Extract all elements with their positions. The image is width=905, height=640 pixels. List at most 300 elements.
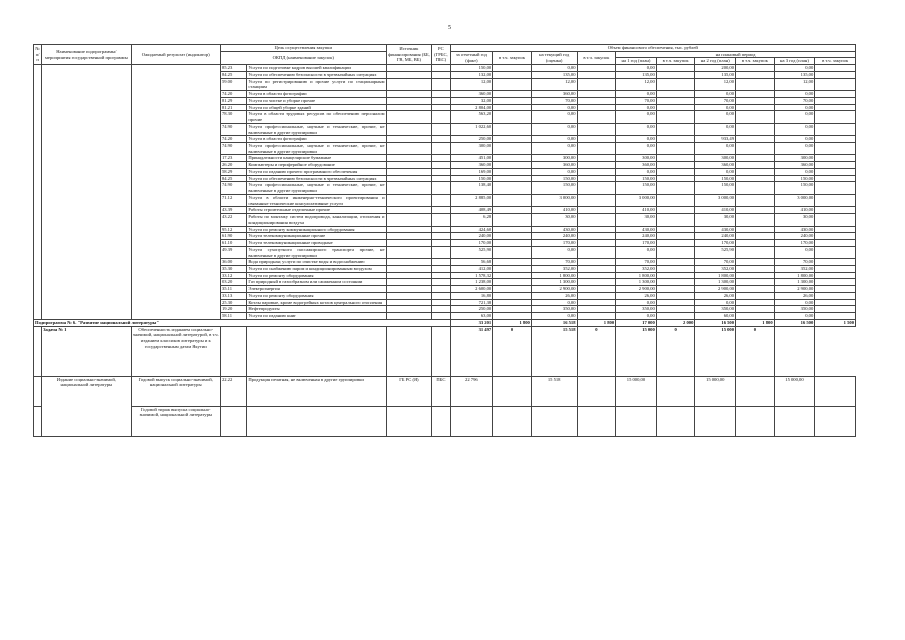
subprogram-title: Подпрограмма № 6. "Развитие национальной литературы": [34, 319, 451, 326]
table-row: [34, 162, 856, 169]
okpd-code: 35.30: [220, 265, 246, 272]
value-cell: 150,00: [695, 182, 736, 194]
value-cell: 200,00: [695, 65, 736, 72]
value-cell: 300,00: [695, 155, 736, 162]
value-cell: [656, 279, 695, 286]
sub-v5: 2 000: [656, 319, 695, 326]
okpd-code: 84.25: [220, 71, 246, 78]
task-v2: 15 518: [531, 326, 577, 376]
value-cell: 1 300,00: [774, 279, 815, 286]
table-row: [34, 240, 856, 247]
value-cell: 1 800,00: [774, 272, 815, 279]
value-cell: 150,00: [616, 182, 657, 194]
value-cell: [656, 168, 695, 175]
value-cell: [577, 259, 616, 266]
value-cell: 0,00: [774, 313, 815, 320]
value-cell: [736, 182, 775, 194]
value-cell: 0,00: [695, 143, 736, 155]
okpd-code: 26.20: [220, 162, 246, 169]
value-cell: 12,00: [695, 78, 736, 90]
value-cell: [656, 272, 695, 279]
value-cell: 410,00: [531, 207, 577, 214]
table-row: [34, 182, 856, 194]
table-row: [34, 136, 856, 143]
hdr-current: на текущий год (оценка): [531, 51, 577, 64]
table-row: [34, 214, 856, 226]
hdr-incl5: в т.ч. закупок: [815, 58, 856, 65]
value-cell: 0,00: [531, 136, 577, 143]
value-cell: [736, 91, 775, 98]
value-cell: 26,00: [531, 292, 577, 299]
value-cell: 250,00: [450, 136, 493, 143]
value-cell: [736, 246, 775, 258]
value-cell: 1 022,60: [450, 123, 493, 135]
value-cell: 430,00: [695, 226, 736, 233]
table-row: [34, 91, 856, 98]
table-row: [34, 299, 856, 306]
value-cell: 56,68: [450, 259, 493, 266]
event-fact: 22 796: [450, 376, 493, 406]
value-cell: 408,49: [450, 207, 493, 214]
table-row: [34, 259, 856, 266]
value-cell: 933,49: [695, 136, 736, 143]
okpd-name: Услуги в области фотографии: [247, 91, 386, 98]
value-cell: [736, 65, 775, 72]
okpd-name: Принадлежности канцелярские бумажные: [247, 155, 386, 162]
hdr-incl3: в т.ч. закупок: [656, 58, 695, 65]
value-cell: 150,00: [774, 182, 815, 194]
event-y2: 15 000,00: [695, 376, 736, 406]
value-cell: 563,20: [450, 111, 493, 123]
value-cell: 150,00: [695, 175, 736, 182]
value-cell: 360,00: [531, 91, 577, 98]
value-cell: [736, 194, 775, 206]
hdr-okpd: ОКПД (наименование закупок): [220, 51, 386, 64]
value-cell: 70,00: [774, 97, 815, 104]
value-cell: 2 900,00: [695, 286, 736, 293]
value-cell: 3 000,00: [531, 194, 577, 206]
task-v5: 0: [656, 326, 695, 376]
table-row: [34, 71, 856, 78]
value-cell: [493, 71, 532, 78]
value-cell: 352,00: [774, 265, 815, 272]
okpd-name: Услуги по чистке и уборке прочие: [247, 97, 386, 104]
value-cell: 1 300,00: [531, 279, 577, 286]
value-cell: [493, 286, 532, 293]
value-cell: 360,00: [774, 162, 815, 169]
value-cell: [577, 65, 616, 72]
okpd-name: Услуги по ремонту коммуникационного оборудования: [247, 226, 386, 233]
value-cell: [736, 286, 775, 293]
value-cell: 240,00: [774, 233, 815, 240]
value-cell: 135,00: [531, 71, 577, 78]
value-cell: [493, 155, 532, 162]
value-cell: [577, 175, 616, 182]
value-cell: 0,00: [531, 168, 577, 175]
value-cell: [493, 143, 532, 155]
value-cell: 0,00: [695, 111, 736, 123]
value-cell: 300,00: [531, 155, 577, 162]
hdr-y2: на 2 год (план): [695, 58, 736, 65]
event-row: [34, 376, 856, 406]
value-cell: [493, 246, 532, 258]
value-cell: [493, 265, 532, 272]
value-cell: 150,00: [531, 175, 577, 182]
value-cell: [736, 71, 775, 78]
table-row: [34, 306, 856, 313]
value-cell: 32,00: [450, 97, 493, 104]
sub-v4: 17 000: [616, 319, 657, 326]
okpd-name: Услуги профессиональные, научные и технические, прочие, не включенные в другие группировки: [248, 123, 385, 135]
value-cell: 150,00: [450, 175, 493, 182]
okpd-code: 17.23: [220, 155, 246, 162]
value-cell: 0,00: [774, 111, 815, 123]
hdr-incl2: в т.ч. закупок: [577, 51, 616, 64]
value-cell: 0,00: [531, 123, 577, 135]
okpd-name: Газ природный в газообразном или сжиженном состоянии: [247, 279, 386, 286]
value-cell: 0,00: [774, 65, 815, 72]
value-cell: 150,00: [616, 175, 657, 182]
event-current: 15 518: [531, 376, 577, 406]
value-cell: [656, 175, 695, 182]
value-cell: 1 800,00: [531, 272, 577, 279]
value-cell: [493, 207, 532, 214]
value-cell: [577, 136, 616, 143]
value-cell: 410,00: [616, 207, 657, 214]
value-cell: [577, 265, 616, 272]
value-cell: 12,00: [616, 78, 657, 90]
value-cell: [493, 259, 532, 266]
value-cell: 525,90: [695, 246, 736, 258]
value-cell: [656, 104, 695, 111]
value-cell: 12,00: [531, 78, 577, 90]
value-cell: 0,00: [695, 104, 736, 111]
event-source: ГБ РС (Я): [386, 376, 432, 406]
value-cell: 250,00: [450, 306, 493, 313]
value-cell: [736, 240, 775, 247]
sub-v0: 33 201: [450, 319, 493, 326]
value-cell: [656, 265, 695, 272]
value-cell: [493, 104, 532, 111]
okpd-name: Услуги по изданию прочего программного обеспечения: [247, 168, 386, 175]
okpd-name: Услуги телекоммуникационные проводные: [247, 240, 386, 247]
value-cell: 150,00: [531, 182, 577, 194]
hdr-source: Источник финансирования (ББ, ГВ, МБ, ВБ): [386, 45, 432, 65]
table-row: [34, 226, 856, 233]
table-row: [34, 265, 856, 272]
value-cell: 60,00: [695, 313, 736, 320]
value-cell: [656, 306, 695, 313]
value-cell: 30,00: [616, 214, 657, 226]
value-cell: [656, 143, 695, 155]
okpd-code: 59.00: [220, 78, 246, 90]
event-rs: ПБС: [432, 376, 450, 406]
okpd-code: 35.11: [220, 286, 246, 293]
value-cell: 170,00: [450, 240, 493, 247]
table-row: [34, 279, 856, 286]
page-number: 5: [448, 25, 451, 31]
table-row: [34, 272, 856, 279]
value-cell: [493, 111, 532, 123]
task-title: Задача № 1: [42, 326, 131, 376]
value-cell: 0,00: [774, 104, 815, 111]
value-cell: 70,00: [695, 259, 736, 266]
sub-v2: 16 518: [531, 319, 577, 326]
value-cell: 410,00: [774, 207, 815, 214]
value-cell: 0,00: [616, 91, 657, 98]
value-cell: [656, 207, 695, 214]
value-cell: [577, 286, 616, 293]
hdr-subprogram: Наименование подпрограммы/ мероприятия государственной программы: [42, 45, 131, 65]
okpd-code: 58.11: [220, 313, 246, 320]
task-v6: 15 000: [695, 326, 736, 376]
value-cell: 2 885,00: [450, 194, 493, 206]
value-cell: [736, 143, 775, 155]
value-cell: [577, 78, 616, 90]
value-cell: [736, 78, 775, 90]
value-cell: 360,00: [616, 162, 657, 169]
value-cell: [736, 162, 775, 169]
value-cell: 1 300,00: [616, 279, 657, 286]
value-cell: 240,00: [450, 233, 493, 240]
value-cell: 0,00: [774, 123, 815, 135]
value-cell: 430,00: [616, 226, 657, 233]
value-cell: [736, 207, 775, 214]
value-cell: 170,00: [774, 240, 815, 247]
value-cell: 6,28: [450, 214, 493, 226]
value-cell: 721,38: [450, 299, 493, 306]
value-cell: 70,00: [531, 97, 577, 104]
value-cell: [493, 78, 532, 90]
value-cell: 352,00: [531, 265, 577, 272]
value-cell: [656, 91, 695, 98]
value-cell: [736, 313, 775, 320]
okpd-name: Услуги в области инженерно-технического проектирования и связанные технические консультативные услуги: [248, 194, 385, 206]
okpd-code: 33.13: [220, 292, 246, 299]
budget-table: [33, 44, 856, 437]
value-cell: [493, 182, 532, 194]
value-cell: 0,00: [774, 246, 815, 258]
value-cell: [493, 168, 532, 175]
value-cell: [656, 65, 695, 72]
okpd-name: Услуги по ремонту оборудования: [247, 292, 386, 299]
value-cell: [493, 292, 532, 299]
okpd-name: Нефтепродукты: [247, 306, 386, 313]
value-cell: [736, 272, 775, 279]
event-result-1: Годовой выпуск социально-значимой, национальной литературы: [131, 376, 220, 406]
value-cell: 0,00: [616, 143, 657, 155]
value-cell: [577, 214, 616, 226]
value-cell: [577, 272, 616, 279]
task-v3: 0: [577, 326, 616, 376]
value-cell: [736, 233, 775, 240]
value-cell: 300,00: [774, 155, 815, 162]
event-result-2: Годовой тираж выпуска социально-значимой, национальной литературы: [131, 406, 220, 436]
value-cell: [736, 175, 775, 182]
value-cell: [736, 214, 775, 226]
value-cell: [656, 111, 695, 123]
table-row: [34, 65, 856, 72]
value-cell: 350,00: [774, 306, 815, 313]
okpd-code: 61.90: [220, 233, 246, 240]
value-cell: [493, 175, 532, 182]
okpd-name: Услуги в области трудовых ресурсов по обеспечению персоналом прочие: [248, 111, 385, 123]
task-row: [34, 326, 856, 376]
okpd-name: Услуги по регистрированию и прочие услуги по стационарным станциям: [248, 78, 385, 90]
value-cell: 350,00: [531, 306, 577, 313]
value-cell: [577, 313, 616, 320]
value-cell: [493, 233, 532, 240]
value-cell: [577, 155, 616, 162]
value-cell: [656, 123, 695, 135]
hdr-purpose: Цель осуществления закупки: [220, 45, 386, 52]
task-result: Обеспеченность изданием социально-значимой, национальной литературой, в т.ч. изданием классиков литературы и к государственным датам Якутии: [131, 326, 220, 376]
value-cell: 0,00: [616, 65, 657, 72]
value-cell: 360,00: [450, 162, 493, 169]
table-row: [34, 292, 856, 299]
value-cell: [493, 240, 532, 247]
value-cell: 0,00: [616, 104, 657, 111]
okpd-name: Котлы паровые, кроме водогрейных котлов центрального отопления: [247, 299, 386, 306]
value-cell: 430,00: [774, 226, 815, 233]
subprogram-row: [34, 319, 856, 326]
hdr-result: Ожидаемый результат (индикатор): [131, 45, 220, 65]
value-cell: 170,00: [616, 240, 657, 247]
value-cell: 12,00: [774, 78, 815, 90]
hdr-y3: на 3 год (план): [774, 58, 815, 65]
value-cell: 169,00: [450, 168, 493, 175]
okpd-name: Услуги по обеспечению безопасности в чрезвычайных ситуациях: [247, 71, 386, 78]
value-cell: [656, 97, 695, 104]
value-cell: [736, 292, 775, 299]
table-row: [34, 123, 856, 135]
value-cell: 63,00: [450, 313, 493, 320]
okpd-code: 43.22: [220, 214, 246, 226]
value-cell: 525,90: [450, 246, 493, 258]
value-cell: 430,00: [531, 226, 577, 233]
event-okpd: Продукция печатная, не включенная в другие группировки: [247, 376, 386, 406]
okpd-code: 03.20: [220, 279, 246, 286]
okpd-code: 58.29: [220, 168, 246, 175]
table-row: [34, 286, 856, 293]
okpd-code: 74.90: [220, 123, 246, 135]
okpd-code: 81.21: [220, 104, 246, 111]
value-cell: 0,00: [531, 143, 577, 155]
value-cell: [493, 299, 532, 306]
value-cell: 410,00: [695, 207, 736, 214]
value-cell: 2 900,00: [616, 286, 657, 293]
sub-v6: 16 500: [695, 319, 736, 326]
table-row: [34, 111, 856, 123]
value-cell: [656, 71, 695, 78]
value-cell: 1 800,00: [616, 272, 657, 279]
value-cell: 12,00: [450, 78, 493, 90]
value-cell: 170,00: [695, 240, 736, 247]
value-cell: 240,00: [695, 233, 736, 240]
value-cell: [736, 279, 775, 286]
task-v1: 0: [493, 326, 532, 376]
value-cell: [493, 214, 532, 226]
okpd-code: 36.00: [220, 259, 246, 266]
value-cell: [656, 194, 695, 206]
value-cell: [577, 240, 616, 247]
table-row: [34, 194, 856, 206]
task-v0: 31 497: [450, 326, 493, 376]
value-cell: [577, 91, 616, 98]
okpd-name: Работы строительные отделочные прочие: [247, 207, 386, 214]
value-cell: [577, 194, 616, 206]
value-cell: [577, 207, 616, 214]
event-y1: 15 000,00: [616, 376, 657, 406]
value-cell: [736, 155, 775, 162]
value-cell: [493, 91, 532, 98]
value-cell: [577, 143, 616, 155]
value-cell: 350,00: [616, 306, 657, 313]
value-cell: 350,00: [695, 306, 736, 313]
value-cell: [577, 306, 616, 313]
value-cell: [493, 313, 532, 320]
value-cell: [656, 313, 695, 320]
value-cell: 300,00: [616, 155, 657, 162]
value-cell: 0,00: [531, 246, 577, 258]
value-cell: 2 900,00: [531, 286, 577, 293]
value-cell: 360,00: [531, 162, 577, 169]
table-row: [34, 168, 856, 175]
okpd-code: 61.10: [220, 240, 246, 247]
value-cell: 3 000,00: [774, 194, 815, 206]
value-cell: [577, 233, 616, 240]
value-cell: 135,00: [774, 71, 815, 78]
okpd-name: Услуги по обеспечению безопасности в чрезвычайных ситуациях: [247, 175, 386, 182]
value-cell: 240,00: [531, 233, 577, 240]
table-row: [34, 155, 856, 162]
okpd-name: Услуги телекоммуникационные прочие: [247, 233, 386, 240]
value-cell: 2 600,00: [450, 286, 493, 293]
table-row: [34, 313, 856, 320]
value-cell: [493, 306, 532, 313]
value-cell: 0,00: [774, 299, 815, 306]
value-cell: 26,00: [695, 292, 736, 299]
value-cell: [656, 214, 695, 226]
value-cell: [577, 226, 616, 233]
event-name: Издание социально-значимой, национальной литературы: [42, 376, 131, 436]
value-cell: 0,00: [531, 299, 577, 306]
value-cell: 0,00: [774, 91, 815, 98]
value-cell: 70,00: [695, 97, 736, 104]
value-cell: [656, 136, 695, 143]
sub-v9: 1 500: [815, 319, 856, 326]
value-cell: [656, 233, 695, 240]
value-cell: [493, 194, 532, 206]
event-y3: 15 000,00: [774, 376, 815, 406]
value-cell: 30,00: [695, 214, 736, 226]
value-cell: [656, 226, 695, 233]
okpd-code: 43.39: [220, 207, 246, 214]
okpd-name: Компьютеры и периферийное оборудование: [247, 162, 386, 169]
value-cell: [656, 155, 695, 162]
hdr-y1: на 1 год (план): [616, 58, 657, 65]
okpd-name: Электроэнергия: [247, 286, 386, 293]
table-row: [34, 143, 856, 155]
value-cell: [736, 111, 775, 123]
hdr-rs: РС (ГРБС, ПБС): [432, 45, 450, 65]
value-cell: 150,00: [774, 175, 815, 182]
value-cell: [656, 286, 695, 293]
value-cell: [577, 182, 616, 194]
value-cell: 424,60: [450, 226, 493, 233]
value-cell: 170,00: [531, 240, 577, 247]
okpd-code: 81.29: [220, 97, 246, 104]
